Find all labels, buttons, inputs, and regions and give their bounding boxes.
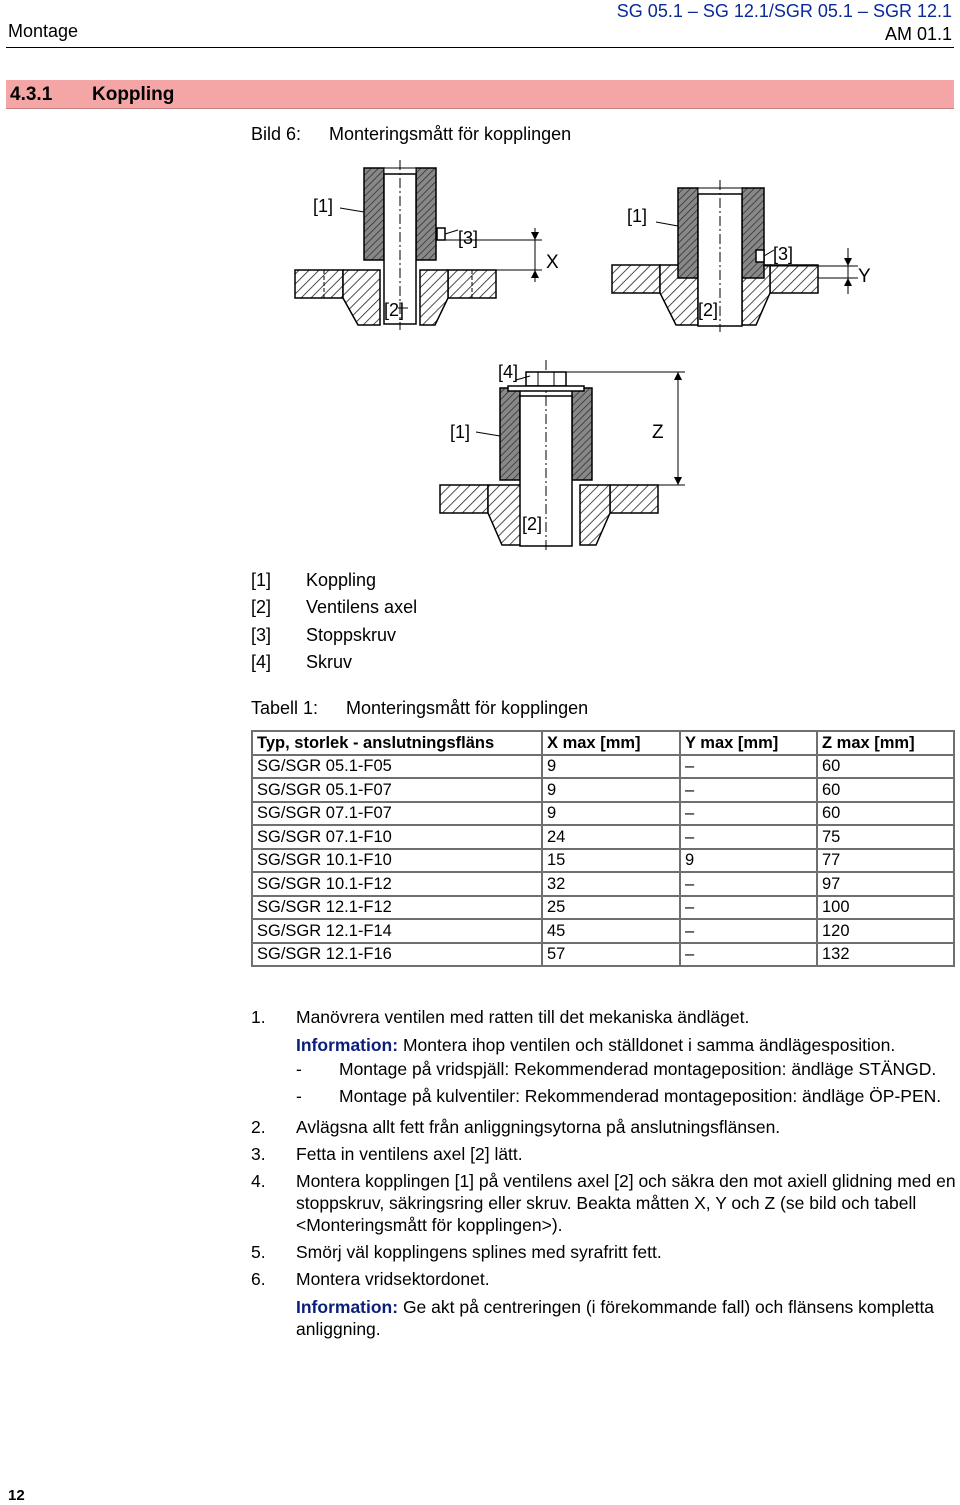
cell-type: SG/SGR 05.1-F05: [252, 755, 542, 779]
sub-item: [296, 1085, 957, 1107]
cell-y: –: [680, 825, 817, 849]
cell-x: 57: [542, 943, 680, 967]
table-row: [252, 778, 954, 802]
legend-text: Koppling: [306, 570, 377, 590]
instruction-steps: [251, 1006, 957, 1345]
cell-type: SG/SGR 12.1-F14: [252, 919, 542, 943]
sub-item-text: Montage på vridspjäll: Rekommenderad montageposition: ändläge STÄNGD.: [339, 1059, 937, 1079]
callout-2: [2]: [698, 300, 719, 320]
callout-3: [3]: [458, 228, 479, 248]
table-row: [252, 849, 954, 873]
header-rule: [6, 47, 954, 48]
step-number: 6.: [251, 1269, 266, 1289]
info-label: Information:: [296, 1297, 399, 1317]
step-text: Manövrera ventilen med ratten till det mekaniska ändläget.: [296, 1007, 750, 1027]
cell-type: SG/SGR 07.1-F07: [252, 802, 542, 826]
header-product-line2: AM 01.1: [884, 24, 952, 44]
cell-z: 60: [817, 802, 954, 826]
cell-y: –: [680, 802, 817, 826]
callout-1: [1]: [627, 206, 648, 226]
cell-type: SG/SGR 07.1-F10: [252, 825, 542, 849]
diagram-y: [612, 180, 871, 332]
cell-y: –: [680, 872, 817, 896]
table-row: [252, 919, 954, 943]
step-text: Montera vridsektordonet.: [296, 1269, 490, 1289]
step-number: 5.: [251, 1242, 266, 1262]
legend-item: [251, 650, 417, 677]
cell-y: –: [680, 778, 817, 802]
cell-type: SG/SGR 10.1-F10: [252, 849, 542, 873]
figure-caption: [251, 124, 571, 145]
info-text: Ge akt på centreringen (i förekommande fall) och flänsens kompletta anliggning.: [296, 1297, 935, 1339]
page-number: 12: [8, 1487, 25, 1504]
legend-text: Skruv: [306, 651, 353, 672]
cell-y: 9: [680, 849, 817, 873]
cell-y: –: [680, 755, 817, 779]
table-row: [252, 943, 954, 967]
figure-legend: [251, 568, 417, 677]
column-header-y: Y max [mm]: [680, 731, 817, 755]
table-row: [252, 802, 954, 826]
info-label: Information:: [296, 1035, 399, 1055]
table-row: [252, 825, 954, 849]
cell-z: 97: [817, 872, 954, 896]
legend-item: [251, 568, 417, 595]
sub-item: [296, 1058, 957, 1080]
header-product: [617, 0, 952, 46]
cell-y: –: [680, 896, 817, 920]
cell-type: SG/SGR 12.1-F16: [252, 943, 542, 967]
legend-text: Stoppskruv: [306, 624, 397, 645]
legend-key: [1]: [251, 570, 272, 590]
table-label: Tabell 1:: [251, 698, 319, 718]
diagram-z: [440, 360, 685, 552]
step-6: [251, 1268, 957, 1340]
cell-x: 25: [542, 896, 680, 920]
cell-x: 15: [542, 849, 680, 873]
cell-z: 77: [817, 849, 954, 873]
header-chapter: Montage: [8, 21, 79, 41]
step-number: 3.: [251, 1144, 266, 1164]
figure-caption-text: Monteringsmått för kopplingen: [329, 124, 572, 144]
step-5: [251, 1241, 957, 1263]
legend-key: [4]: [251, 651, 272, 672]
step-text: Fetta in ventilens axel [2] lätt.: [296, 1144, 523, 1164]
cell-z: 60: [817, 778, 954, 802]
legend-item: [251, 595, 417, 622]
cell-x: 32: [542, 872, 680, 896]
step-text: Smörj väl kopplingens splines med syrafritt fett.: [296, 1242, 662, 1262]
callout-2: [2]: [384, 300, 405, 320]
cell-y: –: [680, 919, 817, 943]
step-text: Montera kopplingen [1] på ventilens axel [2] och säkra den mot axiell glidning med en stoppskruv, säkringsring eller skruv. Beakta måtten X, Y och Z (se bild och tabell <Monteringsmått för kopplingen>).: [296, 1171, 956, 1235]
cell-x: 9: [542, 802, 680, 826]
step-number: 4.: [251, 1171, 266, 1191]
step-3: [251, 1143, 957, 1165]
cell-z: 120: [817, 919, 954, 943]
section-title: Koppling: [92, 84, 175, 105]
legend-key: [3]: [251, 624, 272, 645]
legend-item: [251, 623, 417, 650]
table-caption-text: Monteringsmått för kopplingen: [346, 698, 589, 718]
table-caption: [251, 698, 588, 719]
figure-label: Bild 6:: [251, 124, 302, 144]
step-1: [251, 1006, 957, 1107]
header-product-line1: SG 05.1 – SG 12.1/SGR 05.1 – SGR 12.1: [616, 1, 952, 21]
cell-z: 100: [817, 896, 954, 920]
sub-item-text: Montage på kulventiler: Rekommenderad montageposition: ändläge ÖP-PEN.: [339, 1086, 942, 1106]
dash-marker: -: [296, 1059, 302, 1079]
cell-x: 45: [542, 919, 680, 943]
cell-z: 60: [817, 755, 954, 779]
cell-type: SG/SGR 05.1-F07: [252, 778, 542, 802]
step-number: 2.: [251, 1117, 266, 1137]
cell-z: 75: [817, 825, 954, 849]
dimension-x-label: X: [546, 252, 559, 273]
callout-2: [2]: [522, 514, 543, 534]
table-row: [252, 755, 954, 779]
info-note: [296, 1034, 957, 1056]
table-header-row: [252, 731, 954, 755]
step-2: [251, 1116, 957, 1138]
callout-1: [1]: [450, 422, 471, 442]
step-text: Avlägsna allt fett från anliggningsytorna på anslutningsflänsen.: [296, 1117, 781, 1137]
cell-x: 9: [542, 755, 680, 779]
step-number: 1.: [251, 1007, 266, 1027]
cell-x: 24: [542, 825, 680, 849]
table-row: [252, 896, 954, 920]
legend-key: [2]: [251, 597, 272, 618]
cell-z: 132: [817, 943, 954, 967]
section-heading: [6, 80, 954, 109]
info-note: [296, 1296, 957, 1340]
dimension-y-label: Y: [858, 266, 871, 287]
step-4: [251, 1170, 957, 1236]
coupling-drawing: [280, 160, 900, 560]
cell-y: –: [680, 943, 817, 967]
dash-marker: -: [296, 1086, 302, 1106]
cell-x: 9: [542, 778, 680, 802]
info-text: Montera ihop ventilen och ställdonet i samma ändlägesposition.: [398, 1035, 896, 1055]
column-header-z: Z max [mm]: [817, 731, 954, 755]
table-row: [252, 872, 954, 896]
column-header-x: X max [mm]: [542, 731, 680, 755]
section-number: 4.3.1: [10, 84, 53, 105]
dimension-z-label: Z: [652, 422, 664, 443]
diagram-x: [295, 160, 559, 330]
cell-type: SG/SGR 12.1-F12: [252, 896, 542, 920]
callout-4: [4]: [498, 362, 519, 382]
callout-3: [3]: [773, 244, 794, 264]
legend-text: Ventilens axel: [306, 597, 418, 618]
cell-type: SG/SGR 10.1-F12: [252, 872, 542, 896]
mounting-dimensions-table: [251, 730, 955, 967]
column-header-type: Typ, storlek - anslutningsfläns: [252, 731, 542, 755]
callout-1: [1]: [313, 196, 334, 216]
